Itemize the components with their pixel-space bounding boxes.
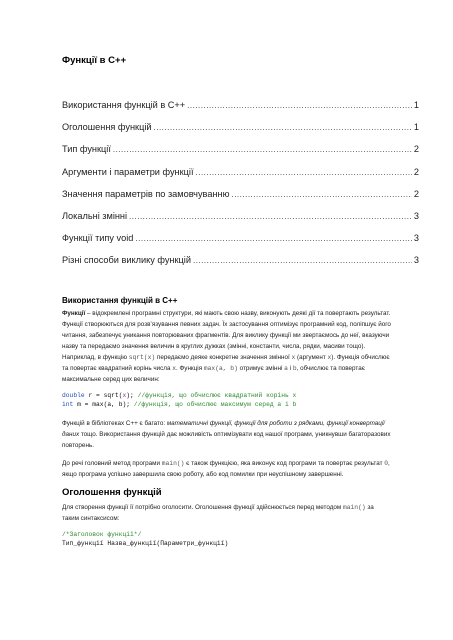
- italic-text: математичні функції, функції для роботи з рядками, функції конвертації даних: [62, 420, 385, 438]
- inline-code: x: [327, 354, 332, 361]
- code-comment: //функція, що обчислює квадратний корінь х: [133, 392, 297, 399]
- table-of-contents: [62, 100, 419, 278]
- toc-entry-page: 1: [413, 122, 419, 133]
- code-text: Тип_функції Назва_функції(Параметри_функції): [62, 539, 229, 547]
- text-run: До речі головний метод програми: [62, 460, 162, 467]
- inline-code: sqrt(x): [128, 354, 156, 361]
- code-keyword: double: [62, 392, 85, 399]
- toc-entry-page: 2: [413, 144, 419, 155]
- toc-entry-page: 3: [413, 233, 419, 244]
- toc-entry-text: Різні способи виклику функцій: [62, 255, 191, 266]
- inline-code: main(): [161, 460, 185, 467]
- toc-entry-page: 3: [413, 255, 419, 266]
- toc-entry-text: Оголошення функцій: [62, 122, 152, 133]
- toc-entry-text: Функції типу void: [62, 233, 134, 244]
- section-heading: Використання функцій в С++: [62, 296, 178, 305]
- toc-dot-leader: [196, 168, 412, 177]
- text-run: тощо. Використання функцій дає можливість оптимізувати код нашої програми, уникнувши багаторазових повторень.: [62, 431, 391, 449]
- text-run: і: [287, 365, 293, 372]
- paragraph-library-functions: [62, 418, 392, 451]
- inline-code: x: [172, 365, 177, 372]
- toc-entry-text: Тип функції: [62, 144, 111, 155]
- toc-dot-leader: [129, 212, 412, 221]
- code-text: );: [126, 392, 134, 399]
- text-run: Для створення функції її потрібно оголосити. Оголошення функції здійснюється перед методом: [62, 504, 343, 511]
- code-keyword: int: [62, 400, 74, 408]
- toc-entry-page: 3: [413, 210, 419, 221]
- bold-term: Функції: [62, 310, 86, 317]
- toc-dot-leader: [193, 256, 412, 265]
- section-heading: Оголошення функцій: [62, 487, 162, 498]
- toc-entry[interactable]: [62, 189, 419, 211]
- toc-entry[interactable]: [62, 122, 419, 144]
- inline-code: x: [291, 354, 296, 361]
- code-comment: /*Заголовок функції*/: [62, 531, 142, 538]
- toc-entry-text: Використання функцій в С++: [62, 100, 186, 110]
- inline-code: b: [292, 365, 297, 372]
- text-run: , якщо програма успішно завершила свою роботу, або код помилки при неуспішному завершенні.: [62, 460, 390, 478]
- toc-dot-leader: [113, 145, 412, 154]
- text-run: Функцій в бібліотеках С++ є багато:: [62, 420, 167, 427]
- toc-entry[interactable]: [62, 211, 419, 233]
- text-run: – відокремлені програмні структури, які мають свою назву, виконують деякі дії та повертають результат. Функції створюються для розв’язування певних задач. Їх застосування оптимізує програмний код, поліпшує його читання, забезпечує уникання повторюваних фрагментів. Для виклику функції ми звертаємось до неї, вказуючи назву та передаємо значення величин в круглих дужках (змінні, константи, числа, рядки, масиви тощо). Наприклад, в функцію: [62, 310, 391, 361]
- toc-entry-page: 1: [413, 100, 419, 110]
- toc-entry-text: Аргументи і параметри функції: [62, 166, 194, 177]
- code-comment: //функція, що обчислює максимум серед a і b: [130, 400, 297, 408]
- inline-code: max(a, b): [203, 365, 238, 372]
- text-run: отримує змінні: [237, 365, 285, 372]
- inline-code: main(): [342, 504, 366, 511]
- section-using-functions: [62, 296, 392, 557]
- toc-dot-leader: [135, 234, 411, 243]
- text-run: є також функцією, яка виконує код програми та повертає результат: [184, 460, 385, 467]
- paragraph-declaration: [62, 502, 392, 524]
- toc-entry[interactable]: [62, 233, 419, 255]
- toc-entry-text: Локальні змінні: [62, 210, 128, 221]
- toc-entry-page: 2: [413, 166, 419, 177]
- code-text: r = sqrt(: [84, 392, 123, 399]
- code-block-syntax: [62, 531, 392, 548]
- toc-dot-leader: [154, 123, 412, 132]
- toc-dot-leader: [231, 190, 411, 199]
- code-block-example: [62, 392, 392, 409]
- toc-entry[interactable]: [62, 144, 419, 166]
- text-run: (аргумент: [295, 354, 328, 361]
- toc-entry-text: Значення параметрів по замовчуванню: [62, 188, 230, 199]
- code-variable: x: [122, 392, 127, 399]
- text-run: за таким синтаксисом:: [62, 504, 374, 522]
- toc-dot-leader: [187, 101, 412, 110]
- paragraph-functions-definition: [62, 308, 392, 385]
- document-title: Функції в С++: [62, 55, 127, 66]
- toc-entry[interactable]: [62, 167, 419, 189]
- code-text: m = max(a, b);: [73, 400, 131, 408]
- text-run: ). Функція обчислює та повертає квадратний корінь числа: [62, 354, 390, 372]
- toc-entry-page: 2: [413, 188, 419, 199]
- toc-entry[interactable]: [62, 100, 419, 122]
- inline-code: a: [284, 365, 288, 372]
- paragraph-main-method: [62, 458, 392, 480]
- text-run: передаємо деяке конкретне значення змінної: [155, 354, 292, 361]
- toc-entry[interactable]: [62, 255, 419, 277]
- text-run: , обчислює та повертає максимальне серед цих величин:: [62, 365, 365, 383]
- text-run: . Функція: [176, 365, 204, 372]
- inline-code: 0: [384, 460, 388, 467]
